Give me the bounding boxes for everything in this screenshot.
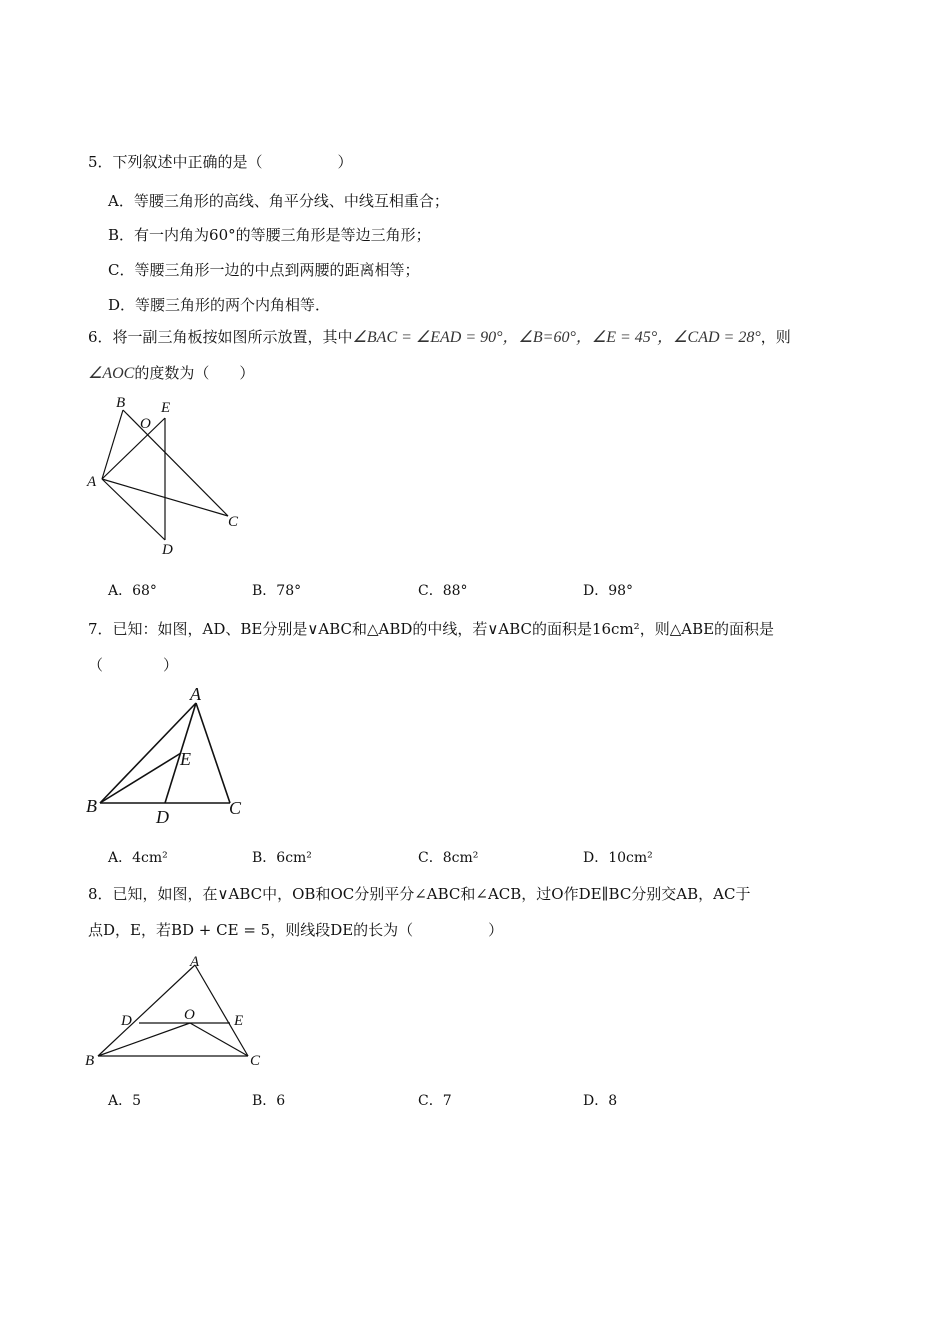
q6-label-d: D [162,542,173,558]
q8-option-b: B．6 [252,1093,286,1109]
q6-figure [80,390,260,565]
q6-stem-line2 [88,363,254,384]
q6-label-a: A [87,474,97,490]
q6-option-c: C．88° [418,583,468,599]
q6-stem-suffix: ，则 [760,328,791,346]
q7-option-c: C．8cm² [418,850,479,866]
q6-label-c: C [228,514,239,530]
q7-label-e: E [180,749,191,769]
q7-figure [80,680,260,830]
q6-label-e: E [161,400,171,416]
q8-label-d: D [121,1013,132,1029]
q6-angle-aoc: ∠AOC [88,365,135,382]
q5-option-d: D．等腰三角形的两个内角相等． [108,296,331,314]
q5-option-c: C．等腰三角形一边的中点到两腰的距离相等； [108,261,420,279]
q8-label-c: C [250,1053,261,1069]
q8-option-a: A．5 [108,1093,142,1109]
q8-stem-line2: 点D，E，若BD + CE = 5，则线段DE的长为（ ） [88,921,504,939]
q8-segment-ab [98,965,195,1056]
q7-label-c: C [229,798,242,818]
q7-label-b: B [86,796,97,816]
q7-stem-line1: 7．已知：如图，AD、BE分别是∨ABC和△ABD的中线，若∨ABC的面积是16cm²，则△ABE的面积是 [88,620,775,638]
q6-option-a: A．68° [108,583,157,599]
q7-label-a: A [190,684,201,704]
q8-option-d: D．8 [583,1093,618,1109]
q6-label-o: O [140,416,151,432]
q7-option-a: A．4cm² [108,850,168,866]
q8-label-e: E [234,1013,244,1029]
q8-label-o: O [184,1007,195,1023]
q8-option-c: C．7 [418,1093,452,1109]
q7-label-d: D [156,807,169,827]
q8-segment-ac [195,965,248,1056]
q6-stem-line2-suffix: 的度数为（ ） [134,364,255,382]
q5-stem: 5．下列叙述中正确的是（ ） [88,153,353,171]
q6-stem-line1 [88,327,791,348]
q7-segment-ac [196,703,230,803]
q8-label-a: A [190,954,200,970]
q8-label-b: B [85,1053,95,1069]
q6-option-d: D．98° [583,583,634,599]
q8-segment-bo [98,1023,190,1056]
q6-option-b: B．78° [252,583,302,599]
q8-figure [80,948,280,1073]
q6-stem-prefix: 6．将一副三角板按如图所示放置，其中 [88,328,353,346]
q7-stem-line2: （ ） [88,656,179,674]
q6-label-b: B [116,395,126,411]
q6-stem-conditions: ∠BAC = ∠EAD = 90°，∠B=60°，∠E = 45°，∠CAD = 28° [352,329,761,346]
q8-stem-line1: 8．已知，如图，在∨ABC中，OB和OC分别平分∠ABC和∠ACB，过O作DE∥BC分别交AB，AC于 [88,885,751,903]
q5-option-b: B．有一内角为60°的等腰三角形是等边三角形； [108,226,431,244]
q7-option-d: D．10cm² [583,850,653,866]
q5-option-a: A．等腰三角形的高线、角平分线、中线互相重合； [108,192,449,210]
q7-option-b: B．6cm² [252,850,312,866]
